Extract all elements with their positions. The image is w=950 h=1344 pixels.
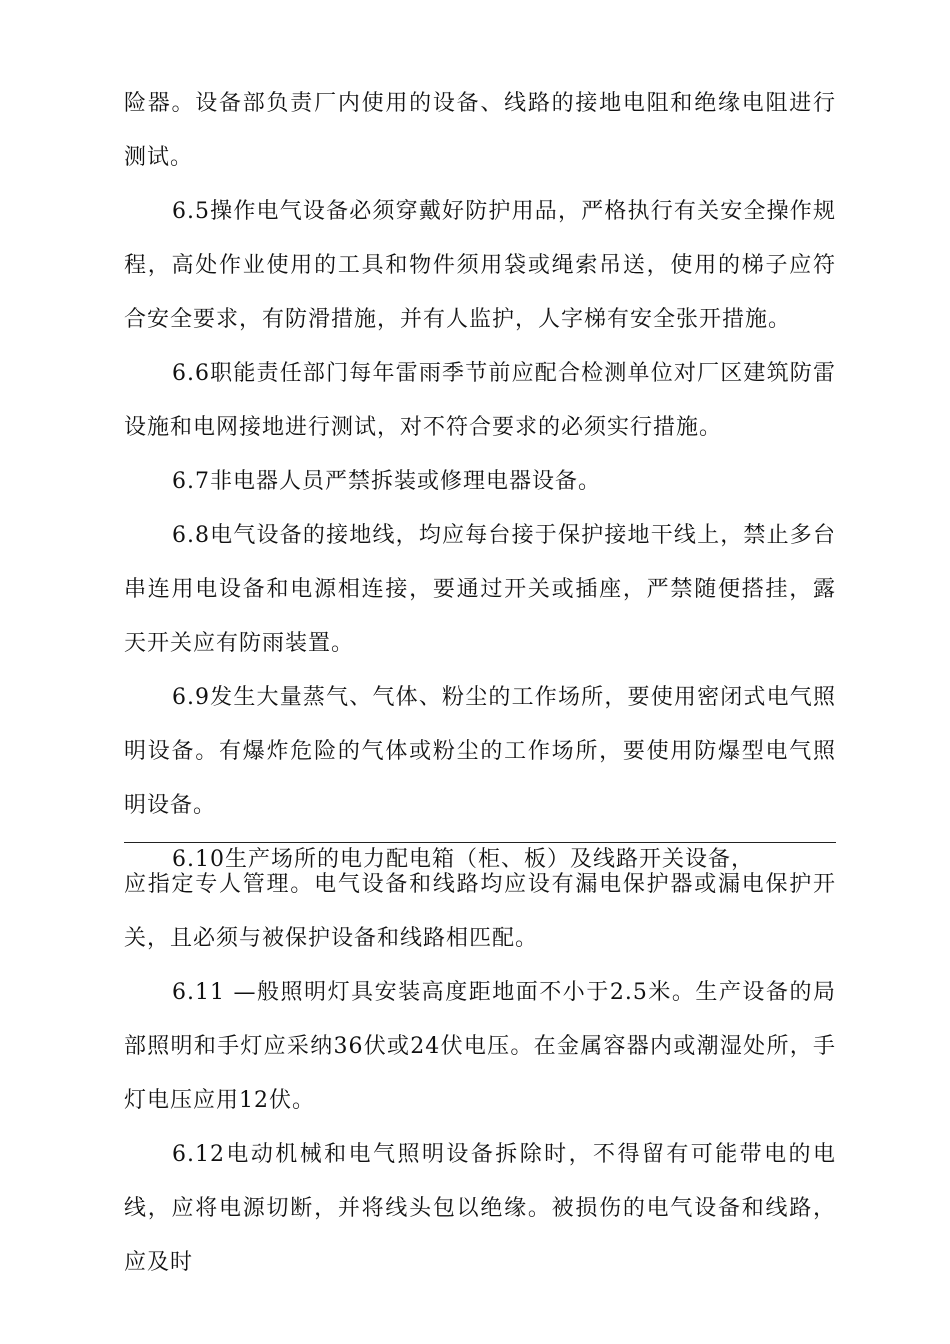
paragraph-6-8: 6.8电气设备的接地线，均应每台接于保护接地干线上，禁止多台串连用电设备和电源相连接，要通过开关或插座，严禁随便搭挂，露天开关应有防雨装置。 [124, 523, 836, 656]
paragraph-6-11: 6.11 —般照明灯具安装高度距地面不小于2.5米。生产设备的局部照明和手灯应采纳36伏或24伏电压。在金属容器内或潮湿处所，手灯电压应用12伏。 [124, 980, 836, 1113]
paragraph-continuation-top: 险器。设备部负责厂内使用的设备、线路的接地电阻和绝缘电阻进行测试。 [124, 91, 836, 170]
paragraph-6-10: 6.10生产场所的电力配电箱（柜、板）及线路开关设备， [172, 847, 754, 872]
page-divider [124, 842, 836, 843]
bottom-text-block [124, 858, 836, 1290]
paragraph-continuation-bottom: 应指定专人管理。电气设备和线路均应设有漏电保护器或漏电保护开关，且必须与被保护设备和线路相匹配。 [124, 872, 836, 951]
paragraph-6-7: 6.7非电器人员严禁拆装或修理电器设备。 [172, 469, 601, 494]
paragraph-6-6: 6.6职能责任部门每年雷雨季节前应配合检测单位对厂区建筑防雷设施和电网接地进行测试，对不符合要求的必须实行措施。 [124, 361, 836, 440]
paragraph-6-9: 6.9发生大量蒸气、气体、粉尘的工作场所，要使用密闭式电气照明设备。有爆炸危险的气体或粉尘的工作场所，要使用防爆型电气照明设备。 [124, 685, 836, 818]
paragraph-6-5: 6.5操作电气设备必须穿戴好防护用品，严格执行有关安全操作规程，高处作业使用的工具和物件须用袋或绳索吊送，使用的梯子应符合安全要求，有防滑措施，并有人监护，人字梯有安全张开措施。 [124, 199, 836, 332]
paragraph-6-12: 6.12电动机械和电气照明设备拆除时，不得留有可能带电的电线，应将电源切断，并将线头包以绝缘。被损伤的电气设备和线路，应及时 [124, 1142, 836, 1275]
top-text-block [124, 77, 836, 887]
